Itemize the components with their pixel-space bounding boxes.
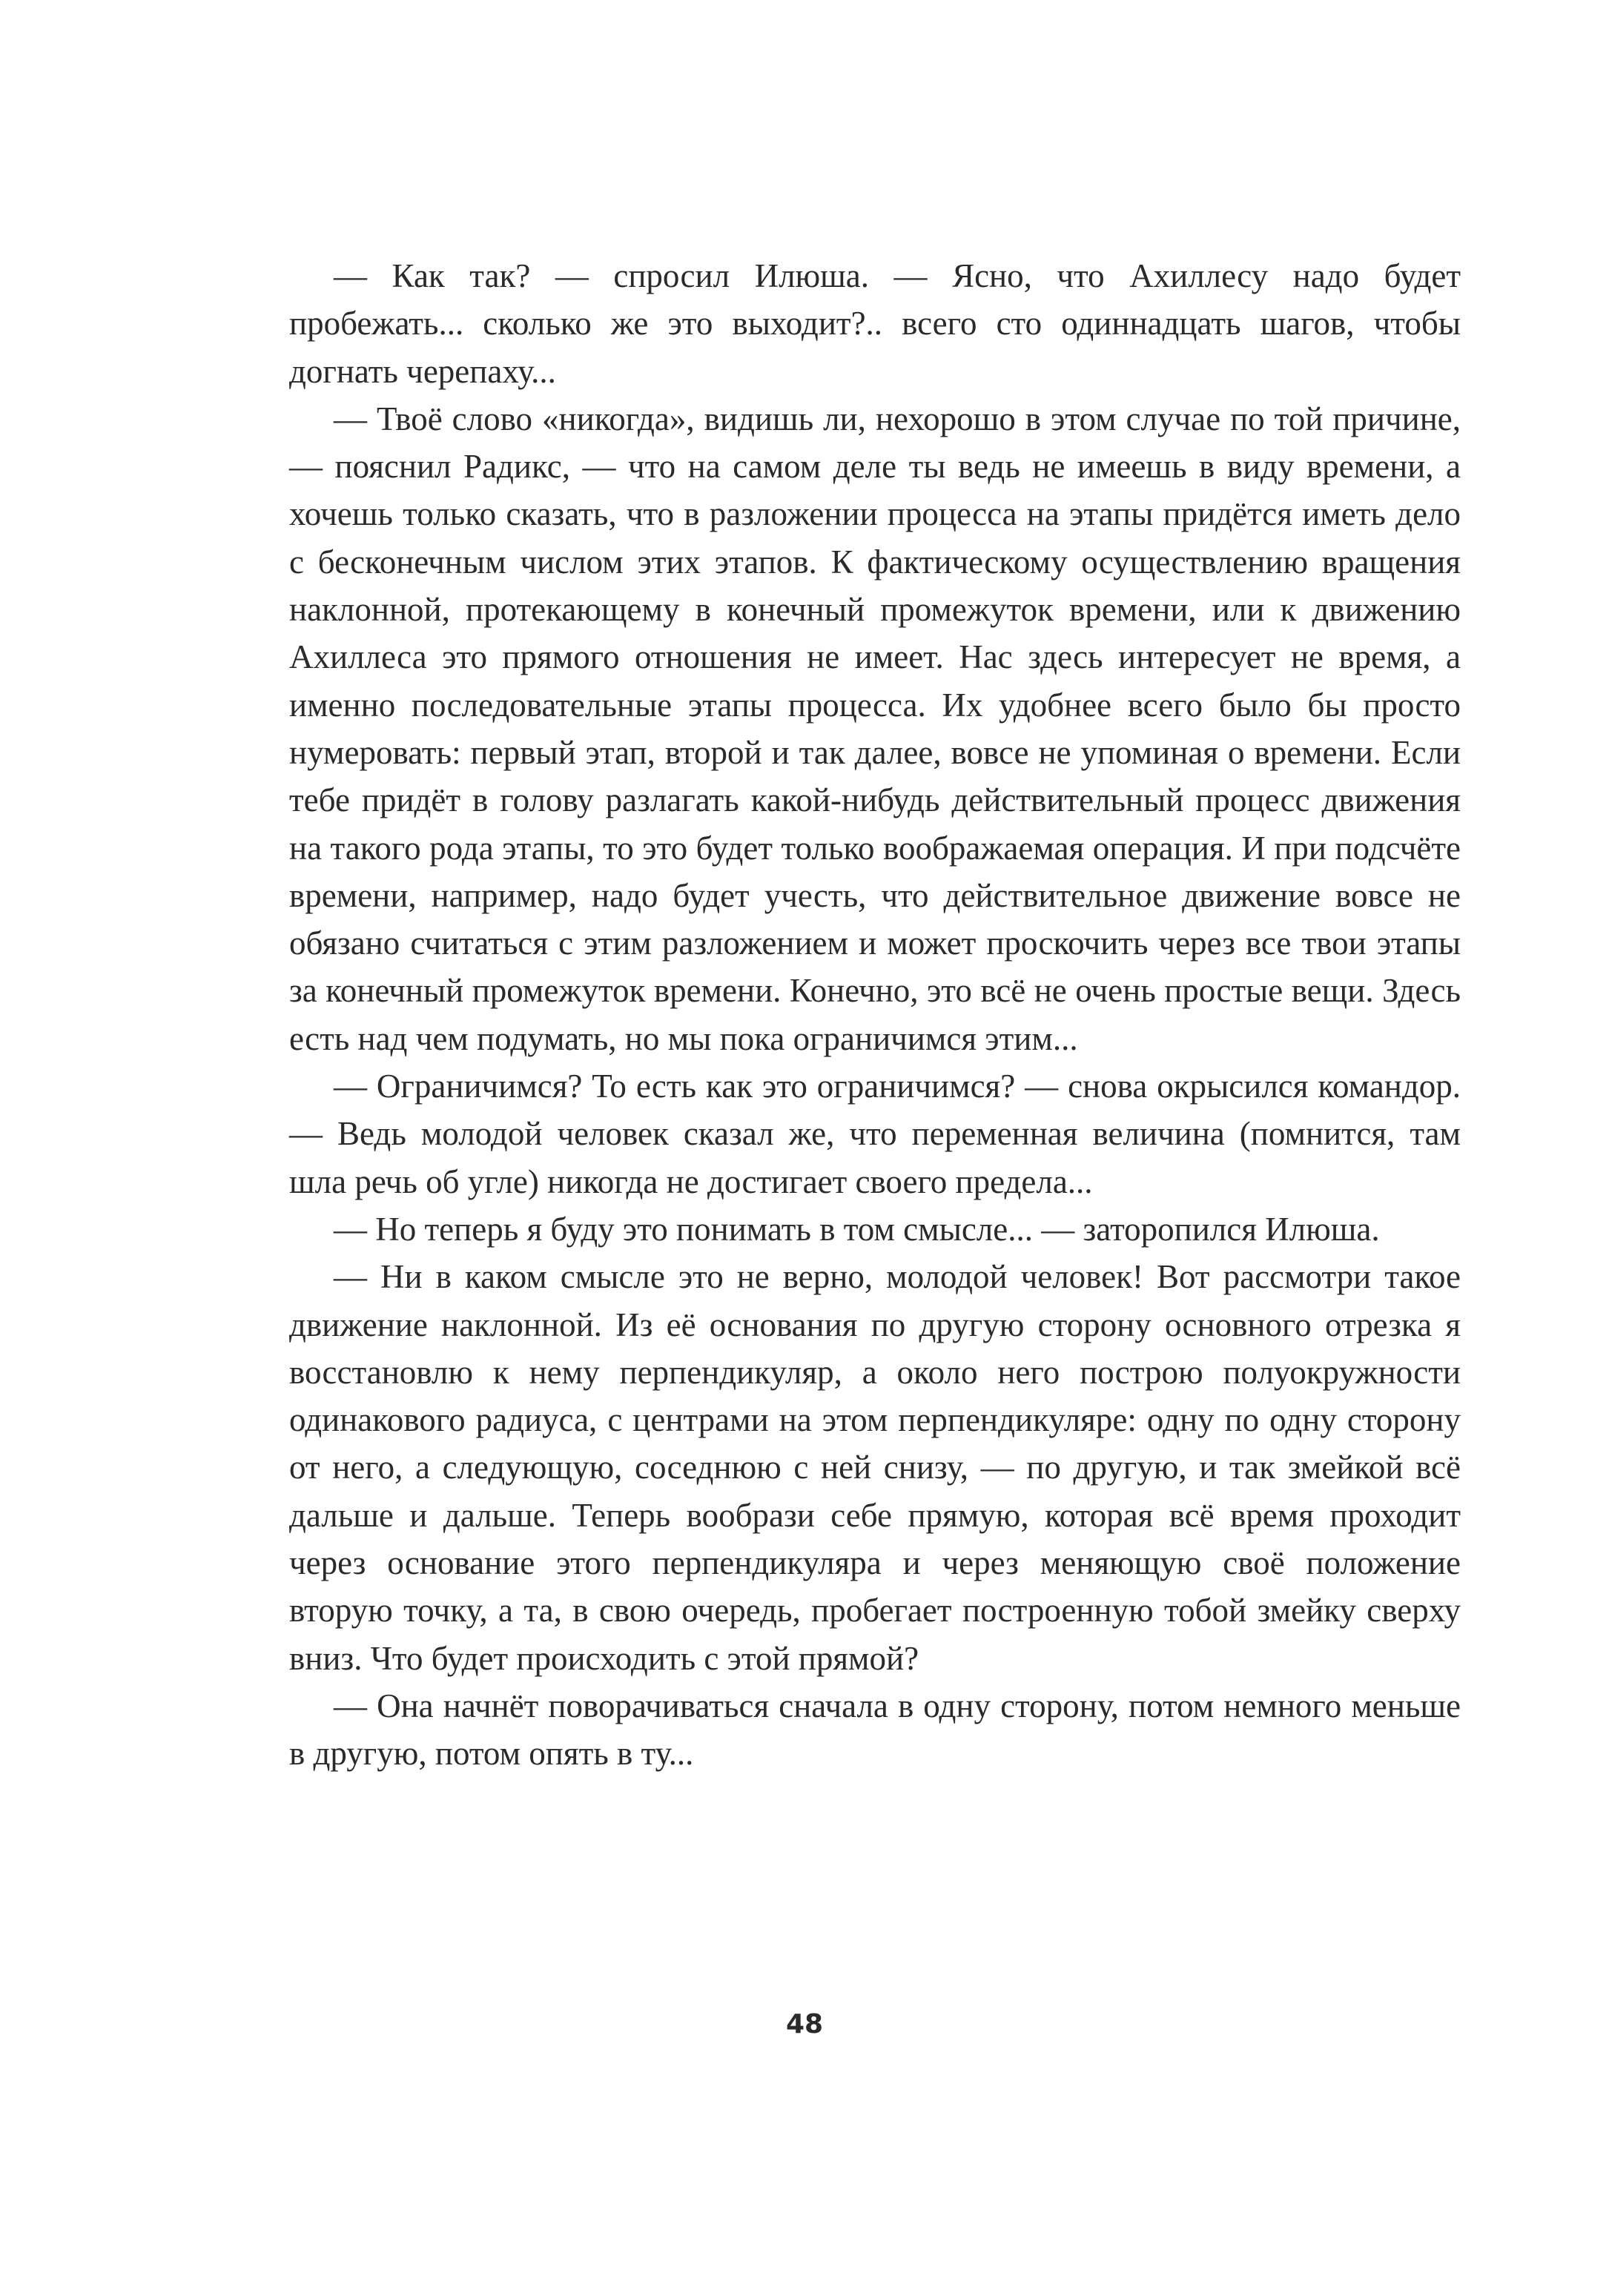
paragraph: — Твоё слово «никогда», видишь ли, нехорошо в этом случае по той причине, — пояснил Радикс, — что на самом деле ты ведь не имеешь в виду времени, а хочешь только сказать, что в разложении процесса на этапы придётся иметь дело с бесконечным числом этих этапов. К фактическому осуществлению вращения наклонной, протекающему в конечный промежуток времени, или к движению Ахиллеса это прямого отношения не имеет. Нас здесь интересует не время, а именно последовательные этапы процесса. Их удобнее всего было бы просто нумеровать: первый этап, второй и так далее, вовсе не упоминая о времени. Если тебе придёт в голову разлагать какой-нибудь действительный процесс движения на такого рода этапы, то это будет только воображаемая операция. И при подсчёте времени, например, надо будет учесть, что действительное движение вовсе не обязано считаться с этим разложением и может проскочить через все твои этапы за конечный промежуток времени. Конечно, это всё не очень простые вещи. Здесь есть над чем подумать, но мы пока ограничимся этим...	[289, 400, 1461, 1057]
paragraph: — Ограничимся? То есть как это ограничимся? — снова окрысился командор. — Ведь молодой человек сказал же, что переменная величина (помнится, там шла речь об угле) никогда не достигает своего предела...	[289, 1068, 1461, 1200]
page-number: 48	[785, 2009, 824, 2039]
paragraph: — Как так? — спросил Илюша. — Ясно, что Ахиллесу надо будет пробежать... сколько же это выходит?.. всего сто одиннадцать шагов, чтобы догнать черепаху...	[289, 257, 1461, 390]
body-text	[289, 252, 1461, 1778]
paragraph: — Но теперь я буду это понимать в том смысле... — заторопился Илюша.	[334, 1210, 1380, 1248]
paragraph: — Она начнёт поворачиваться сначала в одну сторону, потом немного меньше в другую, потом опять в ту...	[289, 1687, 1461, 1773]
paragraph: — Ни в каком смысле это не верно, молодой человек! Вот рассмотри такое движение наклонной. Из её основания по другую сторону основного отрезка я восстановлю к нему перпендикуляр, а около него построю полуокружности одинакового радиуса, с центрами на этом перпендикуляре: одну по одну сторону от него, а следующую, соседнюю с ней снизу, — по другую, и так змейкой всё дальше и дальше. Теперь вообрази себе прямую, которая всё время проходит через основание этого перпендикуляра и через меняющую своё положение вторую точку, а та, в свою очередь, пробегает построенную тобой змейку сверху вниз. Что будет происходить с этой прямой?	[289, 1258, 1461, 1677]
